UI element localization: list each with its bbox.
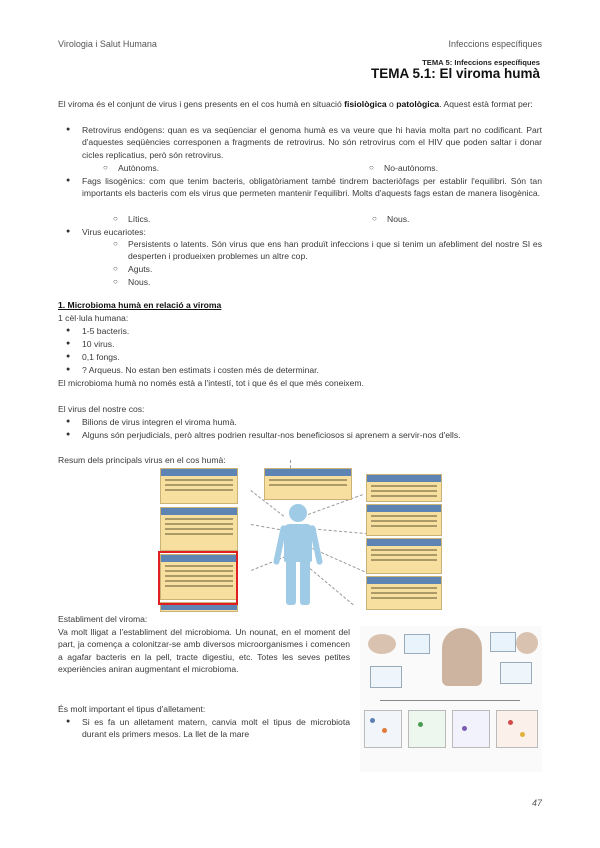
cell-item: ● 0,1 fongs. bbox=[82, 351, 542, 363]
microbe-inset bbox=[370, 666, 402, 688]
body-site-panel bbox=[366, 538, 442, 574]
body-site-panel bbox=[366, 504, 442, 536]
body-site-panel bbox=[366, 474, 442, 502]
topic-subtitle: TEMA 5: Infeccions específiques bbox=[422, 58, 540, 67]
sub-litics: ○ Lítics. bbox=[128, 213, 150, 225]
virome-body-figure bbox=[158, 466, 442, 610]
figure-head bbox=[289, 504, 307, 522]
virus-intro: El virus del nostre cos: bbox=[58, 404, 145, 414]
sub-no-autonoms: ○ No-autònoms. bbox=[384, 162, 438, 174]
microbiota-panel bbox=[452, 710, 490, 748]
branch-line bbox=[380, 700, 520, 701]
cell-item: ● ? Arqueus. No estan ben estimats i costen més de determinar. bbox=[82, 364, 542, 376]
sub-aguts: ○ Aguts. bbox=[128, 263, 152, 275]
body-site-panel bbox=[366, 576, 442, 610]
sub-nous-euc: ○ Nous. bbox=[128, 276, 150, 288]
cell-intro: 1 cèl·lula humana: bbox=[58, 313, 129, 323]
figure-caption: Resum dels principals virus en el cos humà: bbox=[58, 455, 226, 465]
microbe-inset bbox=[404, 634, 430, 654]
body-site-panel bbox=[160, 468, 238, 504]
body-site-panel bbox=[264, 468, 352, 500]
virus-item: ● Bilions de virus integren el viroma humà. bbox=[82, 416, 542, 428]
cell-item: ● 10 virus. bbox=[82, 338, 542, 350]
intro-paragraph: El viroma és el conjunt de virus i gens presents en el cos humà en situació fisiològica o patològica. Aquest està format per: bbox=[58, 99, 533, 109]
microbe-dot bbox=[418, 722, 423, 727]
connector-line bbox=[302, 562, 353, 605]
page-title: TEMA 5.1: El viroma humà bbox=[370, 66, 540, 81]
infant-silhouette bbox=[516, 632, 538, 654]
establiment-heading: Establiment del viroma: bbox=[58, 614, 148, 624]
microbe-inset bbox=[500, 662, 532, 684]
sub-nous-fags: ○ Nous. bbox=[387, 213, 409, 225]
virus-item: ● Alguns són perjudicials, però altres podrien resultar-nos beneficiosos si aprenem a servir-nos d'ells. bbox=[82, 429, 542, 441]
header-left: Virologia i Salut Humana bbox=[58, 39, 157, 49]
header-right: Infeccions específiques bbox=[448, 39, 542, 49]
body-site-panel bbox=[160, 507, 238, 551]
microbiota-panel bbox=[408, 710, 446, 748]
connector-line bbox=[308, 528, 368, 534]
sub-persistents: ○ Persistents o latents. Són virus que ens han produït infeccions i que si tenim un afebliment del nostre SI es desperten i produeixen problemes un altre cop. bbox=[128, 238, 542, 263]
alletament-heading: És molt important el tipus d'alletament: bbox=[58, 704, 206, 714]
mother-silhouette bbox=[368, 634, 396, 654]
mother-baby-silhouette bbox=[442, 628, 482, 686]
microbe-inset bbox=[490, 632, 516, 652]
microbiota-panel bbox=[496, 710, 538, 748]
microbe-dot bbox=[462, 726, 467, 731]
bullet-eucariotes: ● Virus eucariotes: bbox=[82, 226, 542, 238]
figure-right-leg bbox=[300, 561, 310, 605]
sub-autonoms: ○ Autònoms. bbox=[118, 162, 159, 174]
establiment-text: Va molt lligat a l'establiment del microbioma. Un nounat, en el moment del part, ja comença a colonitzar-se amb diversos microorganismes i comencen a agafar bacteris en la pell, tracte digestiu, etc. Totes les seves petites experiències aniran augmentant el microbioma. bbox=[58, 627, 350, 675]
microbe-dot bbox=[382, 728, 387, 733]
microbe-dot bbox=[520, 732, 525, 737]
alletament-bullet: ● Si es fa un alletament matern, canvia molt el tipus de microbiota durant els primers mesos. La llet de la mare bbox=[82, 716, 350, 741]
bullet-retrovirus: ● Retrovirus endògens: quan es va seqüenciar el genoma humà es va veure que hi havia molta part no codificant. Part d'aquestes seqüències corresponen a fragments de retrovirus. No són retrovirus com el HIV que poden saltar i donar cicles replicatius, però són retrovirus. bbox=[82, 124, 542, 161]
figure-torso bbox=[284, 524, 312, 562]
infant-microbiome-illustration bbox=[360, 626, 542, 772]
microbe-dot bbox=[508, 720, 513, 725]
highlight-box bbox=[158, 551, 238, 605]
cell-item: ● 1-5 bacteris. bbox=[82, 325, 542, 337]
figure-left-leg bbox=[286, 561, 296, 605]
microbe-dot bbox=[370, 718, 375, 723]
page-number: 47 bbox=[531, 798, 542, 808]
section-heading: 1. Microbioma humà en relació a viroma bbox=[58, 300, 222, 310]
bullet-fags: ● Fags lisogènics: com que tenim bacteris, obligatòriament també tindrem bacteriòfags per establir l'equilibri. Són tan importants els bacteris com els virus que permeten mantenir l'equilibri. Molts d'aquests fags estan de manera lisogènica. bbox=[82, 175, 542, 200]
microbioma-note: El microbioma humà no només està a l'intestí, tot i que és el que més coneixem. bbox=[58, 378, 364, 388]
